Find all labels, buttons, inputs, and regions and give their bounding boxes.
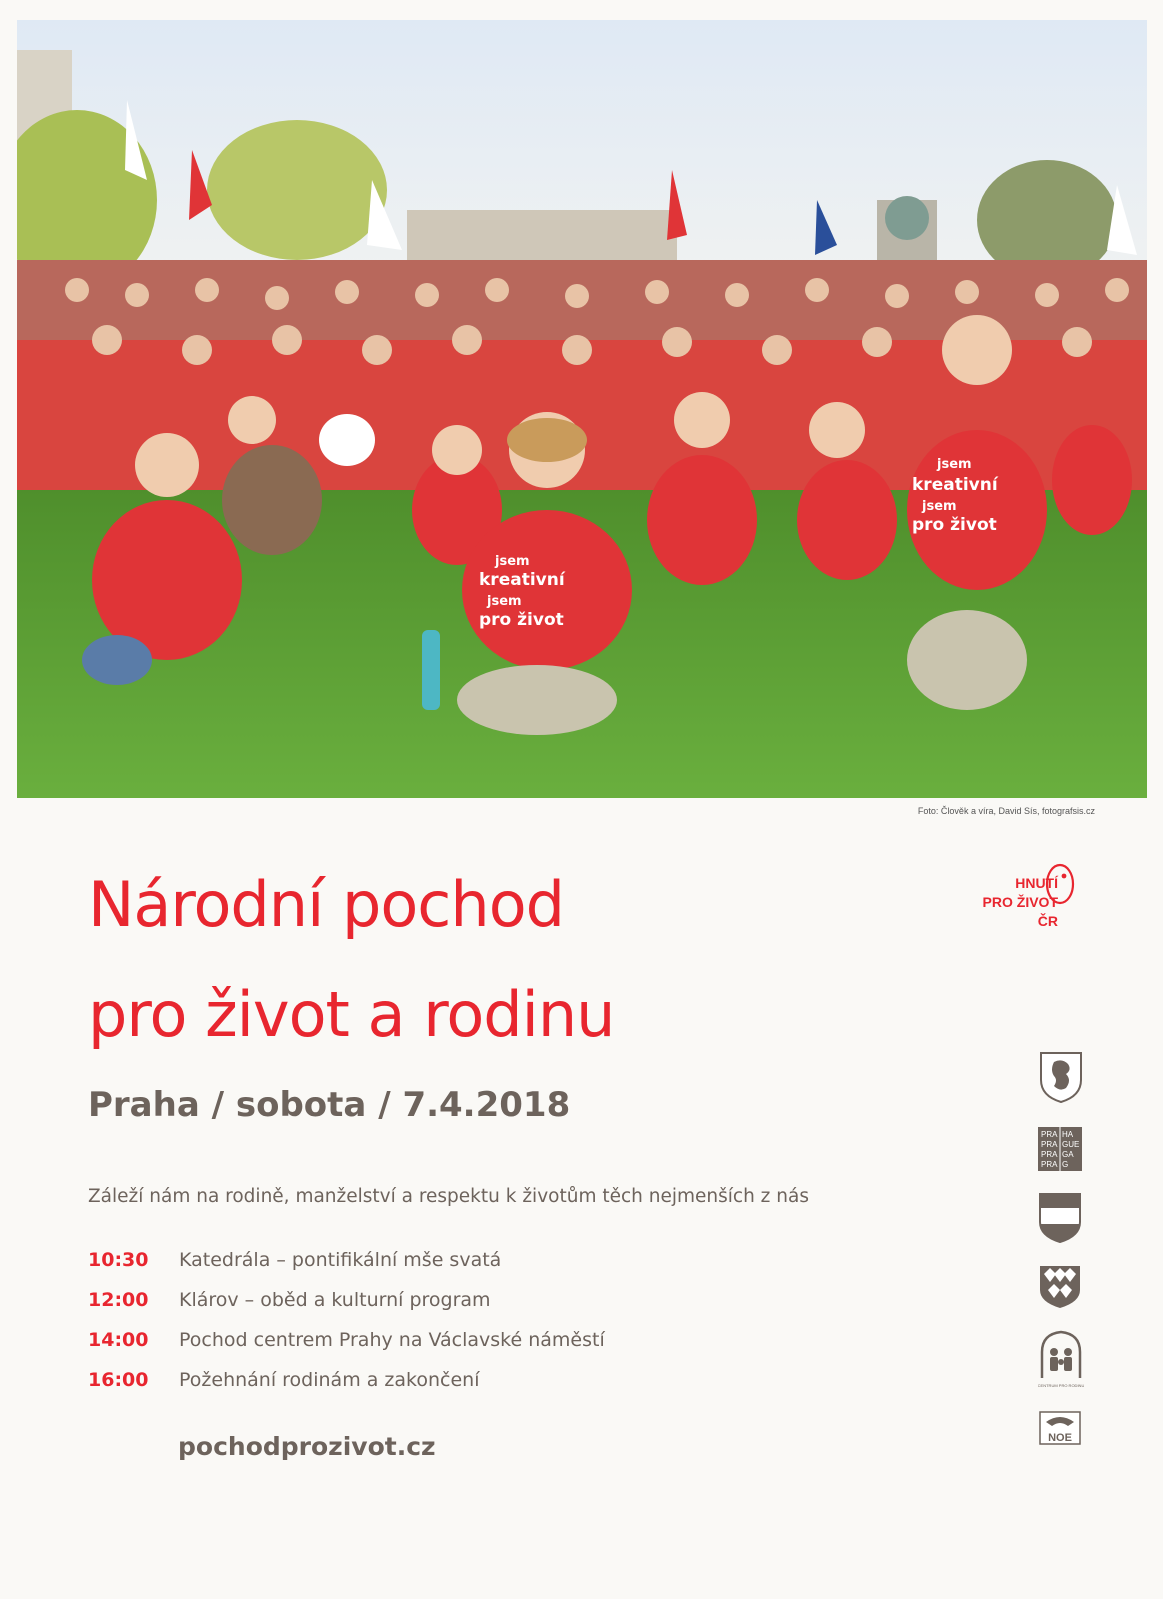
website-link[interactable]: pochodprozivot.cz	[178, 1432, 436, 1461]
schedule-event: Pochod centrem Prahy na Václavské náměstí	[179, 1329, 605, 1351]
schedule-row	[88, 1360, 788, 1400]
shirt-text-4: pro život	[479, 610, 564, 630]
schedule-event: Požehnání rodinám a zakončení	[179, 1369, 480, 1391]
circle-logo-icon	[1044, 860, 1076, 906]
praga-cell: PRA	[1041, 1160, 1058, 1169]
page-title	[88, 850, 908, 1070]
photo-credit: Foto: Člověk a víra, David Sís, fotografsis.cz	[917, 806, 1095, 816]
crowd-photo-illustration	[17, 20, 1147, 798]
schedule-event: Klárov – oběd a kulturní program	[179, 1289, 491, 1311]
schedule-row	[88, 1240, 788, 1280]
shirt-text-2: kreativní	[479, 570, 565, 590]
noe-logo	[1038, 1410, 1082, 1450]
shirt-text-7: jsem	[922, 499, 957, 514]
family-center-label: CENTRUM PRO RODINU	[1038, 1383, 1084, 1388]
praha-logo	[1038, 1127, 1082, 1175]
shirt-text-5: jsem	[937, 457, 972, 472]
shirt-text-6: kreativní	[912, 475, 998, 495]
shirt-text-1: jsem	[495, 554, 530, 569]
shirt-text-3: jsem	[487, 594, 522, 609]
organizer-logo	[976, 860, 1096, 950]
family-center-logo	[1038, 1330, 1084, 1394]
tagline: Záleží nám na rodině, manželství a respektu k životům těch nejmenších z nás	[88, 1186, 809, 1207]
schedule-row	[88, 1320, 788, 1360]
praga-cell: GUE	[1062, 1140, 1080, 1149]
organizer-line-3: ČR	[1037, 913, 1058, 929]
noe-label: NOE	[1048, 1432, 1072, 1444]
district-shield-icon	[1038, 1192, 1082, 1248]
schedule-time: 10:30	[88, 1249, 149, 1271]
shirt-text-8: pro život	[912, 515, 997, 535]
organizer-line-1: HNUTÍ	[1015, 875, 1058, 891]
title-line-2: pro život a rodinu	[88, 978, 615, 1051]
schedule-time: 14:00	[88, 1329, 149, 1351]
schedule-time: 12:00	[88, 1289, 149, 1311]
event-date: Praha / sobota / 7.4.2018	[88, 1085, 571, 1125]
schedule-event: Katedrála – pontifikální mše svatá	[179, 1249, 502, 1271]
title-line-1: Národní pochod	[88, 868, 564, 941]
praga-cell: GA	[1062, 1150, 1074, 1159]
crowd-photo	[17, 20, 1147, 798]
praga-cell: PRA	[1041, 1130, 1058, 1139]
checkered-shield-icon	[1038, 1264, 1082, 1314]
schedule-time: 16:00	[88, 1369, 149, 1391]
schedule	[88, 1240, 788, 1400]
organizer-line-2: PRO ŽIVOT	[982, 894, 1058, 910]
praga-cell: PRA	[1041, 1140, 1058, 1149]
praga-cell: HA	[1062, 1130, 1074, 1139]
czech-lion-shield-icon	[1038, 1050, 1084, 1108]
praga-cell: G	[1062, 1160, 1069, 1169]
schedule-row	[88, 1280, 788, 1320]
praga-cell: PRA	[1041, 1150, 1058, 1159]
